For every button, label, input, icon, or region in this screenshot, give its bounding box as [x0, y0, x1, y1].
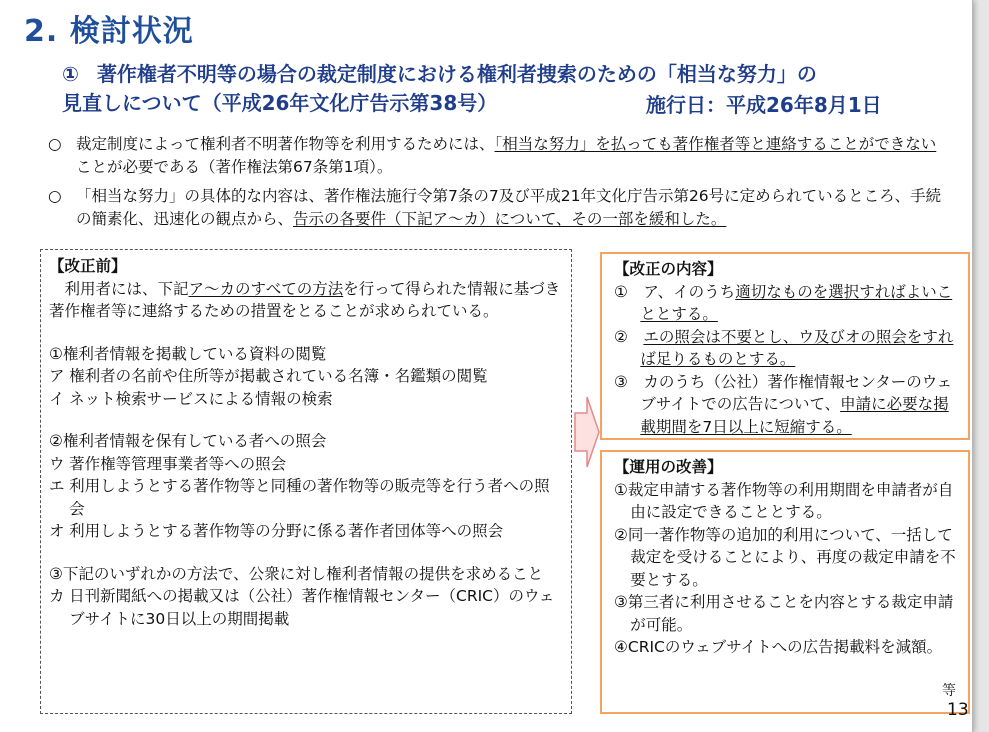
intro-text: を行って得られた情報に基づき著作権者等に連絡するための措置をとることが求められている。: [49, 279, 561, 320]
method-text: 日刊新聞紙への掲載又は（公社）著作権情報センター（CRIC）のウェブサイトに30日以上の期間掲載: [69, 587, 555, 628]
revision-emphasis: エの照会は不要とし、ウ及びオの照会をすれば足りるものとする。: [640, 327, 954, 368]
method-text: ネット検索サービスによる情報の検索: [69, 389, 333, 408]
operation-item: ③第三者に利用させることを内容とする裁定申請が可能。: [614, 593, 954, 634]
page-title: 2. 検討状況: [24, 14, 194, 49]
intro-emphasis: ア～カのすべての方法: [188, 279, 344, 298]
bullet-item: [48, 185, 948, 231]
revision-item: [614, 371, 960, 439]
bullet-text: ことが必要である（著作権法第67条第1項）。: [76, 158, 393, 176]
intro-text: 利用者には、下記: [64, 279, 189, 298]
summary-bullets: [48, 133, 948, 237]
bullet-text: 「相当な努力」の具体的な内容は、著作権法施行令第7条の7及び平成21年文化庁告示第26号に定められているところ、手続の簡素化、迅速化の観点から、: [76, 187, 942, 228]
revision-number: ③: [614, 372, 628, 391]
method-key: オ: [49, 522, 65, 540]
revision-item: [614, 281, 960, 326]
revision-text: ア、イのうち: [643, 282, 736, 301]
before-heading: 【改正前】: [49, 257, 127, 275]
method-key: ア: [49, 367, 65, 385]
method-item: [49, 453, 563, 476]
subtitle-line1: [62, 60, 817, 89]
bullet-circle-icon: ○: [48, 135, 62, 153]
method-item: [49, 475, 563, 520]
subtitle-number: ①: [62, 62, 79, 86]
method-key: ウ: [49, 454, 65, 473]
method-key: イ: [49, 389, 65, 408]
revision-heading: 【改正の内容】: [614, 260, 723, 278]
method-item: [49, 520, 563, 543]
operation-item: ①裁定申請する著作物等の利用期間を申請者が自由に設定できることとする。: [614, 480, 954, 521]
bullet-emphasis: 「相当な努力」を払っても著作権者等と連絡することができない: [494, 135, 937, 153]
operation-improvement-box: [600, 450, 970, 714]
method-item: [49, 585, 563, 630]
method-text: 利用しようとする著作物等の分野に係る著作者団体等への照会: [69, 522, 504, 540]
revision-emphasis: 申請に必要な掲載期間を7日以上に短縮する。: [640, 395, 949, 436]
etc-note: 等: [942, 683, 956, 699]
revision-item: [614, 326, 960, 371]
method-text: 利用しようとする著作物等と同種の著作物等の販売等を行う者への照会: [69, 477, 550, 518]
group-label: ③下記のいずれかの方法で、公衆に対し権利者情報の提供を求めること: [49, 564, 544, 583]
bullet-circle-icon: ○: [48, 187, 62, 205]
operation-heading: 【運用の改善】: [614, 458, 723, 476]
right-arrow-icon: [574, 395, 600, 469]
bullet-emphasis: 告示の各要件（下記ア～カ）について、その一部を緩和した。: [293, 210, 727, 228]
bullet-item: [48, 133, 948, 179]
before-intro: [49, 278, 563, 323]
subtitle-line2: 見直しについて（平成26年文化庁告示第38号）: [62, 91, 498, 115]
revision-number: ②: [614, 327, 628, 346]
operation-item: ④CRICのウェブサイトへの広告掲載料を減額。: [614, 638, 943, 656]
group-label: ②権利者情報を保有している者への照会: [49, 432, 327, 450]
section-subtitle: [62, 60, 882, 118]
group-label: ①権利者情報を掲載している資料の閲覧: [49, 344, 327, 363]
method-item: [49, 388, 563, 411]
page-number: 13: [947, 700, 969, 720]
before-revision-box: [40, 249, 572, 714]
bullet-text: 裁定制度によって権利者不明著作物等を利用するためには、: [76, 135, 495, 153]
method-key: カ: [49, 587, 65, 605]
operation-item: ②同一著作物等の追加的利用について、一括して裁定を受けることにより、再度の裁定申請を不要とする。: [614, 525, 956, 589]
subtitle-line1-text: 著作権者不明等の場合の裁定制度における権利者捜索のための「相当な努力」の: [96, 62, 817, 86]
method-key: エ: [49, 477, 65, 495]
revision-emphasis: 適切なものを選択すればよいこととする。: [640, 282, 953, 323]
revision-text: カのうち（公社）著作権情報センターのウェブサイトでの広告について、: [640, 372, 953, 413]
method-text: 権利者の名前や住所等が掲載されている名簿・名鑑類の閲覧: [69, 367, 488, 385]
revision-number: ①: [614, 282, 628, 301]
method-item: [49, 365, 563, 388]
effective-date: 施行日：平成26年8月1日: [646, 93, 882, 117]
method-text: 著作権等管理事業者等への照会: [69, 454, 287, 473]
revision-content-box: [600, 252, 970, 440]
